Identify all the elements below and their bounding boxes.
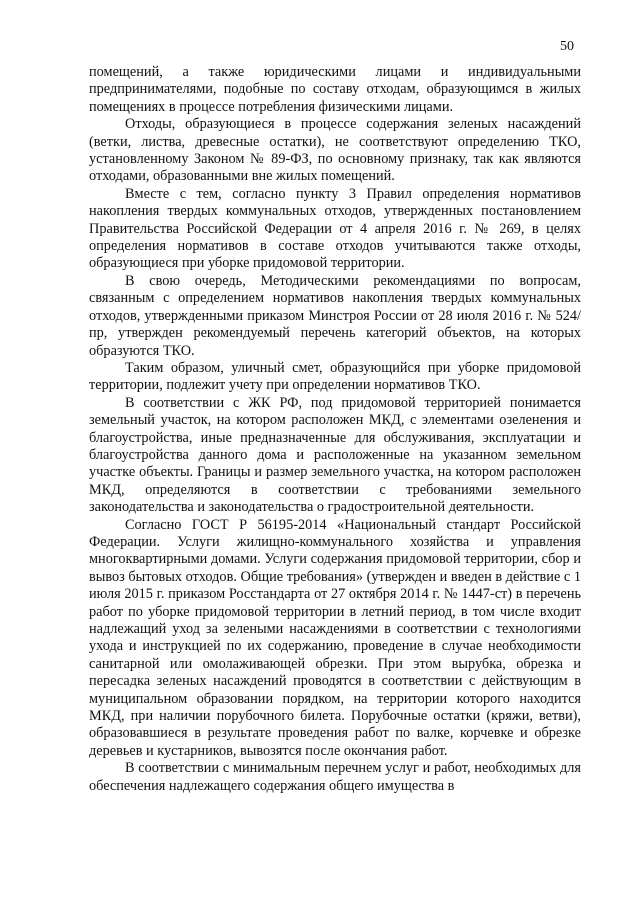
paragraph: В соответствии с минимальным перечнем услуг и работ, необходимых для обеспечения надлежащего содержания общего имущества в (89, 760, 581, 794)
paragraph: Согласно ГОСТ Р 56195-2014 «Национальный стандарт Российской Федерации. Услуги жилищно-коммунального хозяйства и управления многоквартирными домами. Услуги содержания придомовой территории, сбор и вывоз бытовых отходов. Общие требования» (утвержден и введен в действие с 1 июля 2015 г. приказом Росстандарта от 27 октября 2014 г. № 1447-ст) в перечень работ по уборке придомовой территории в летний период, в том числе входит надлежащий уход за зелеными насаждениями в соответствии с технологиями ухода и инструкцией по их содержанию, проведение в случае необходимости санитарной или омолаживающей обрезки. При этом вырубка, обрезка и пересадка зеленых насаждений проводятся в соответствии с действующим в муниципальном образовании порядком, на территории которого находится МКД, при наличии порубочного билета. Порубочные остатки (кряжи, ветви), образовавшиеся в результате проведения работ по валке, корчевке и обрезке деревьев и кустарников, вывозятся после окончания работ. (89, 516, 581, 759)
paragraph: В соответствии с ЖК РФ, под придомовой территорией понимается земельный участок, на котором расположен МКД, с элементами озеленения и благоустройства, иные предназначенные для обслуживания, эксплуатации и благоустройства данного дома и расположенные на указанном земельном участке объекты. Границы и размер земельного участка, на котором расположен МКД, определяются в соответствии с требованиями земельного законодательства и законодательства о градостроительной деятельности. (89, 394, 581, 516)
paragraph: помещений, а также юридическими лицами и индивидуальными предпринимателями, подобные по составу отходам, образующимся в жилых помещениях в процессе потребления физическими лицами. (89, 64, 581, 115)
page-number: 50 (560, 39, 574, 54)
body-text (89, 64, 581, 795)
paragraph: Таким образом, уличный смет, образующийся при уборке придомовой территории, подлежит учету при определении нормативов ТКО. (89, 359, 581, 394)
paragraph: В свою очередь, Методическими рекомендациями по вопросам, связанным с определением нормативов накопления твердых коммунальных отходов, утвержденными приказом Минстроя России от 28 июля 2016 г. № 524/пр, утвержден рекомендуемый перечень категорий объектов, на которых образуются ТКО. (89, 272, 581, 359)
paragraph: Отходы, образующиеся в процессе содержания зеленых насаждений (ветки, листва, древесные остатки), не соответствуют определению ТКО, установленному Законом № 89-ФЗ, по основному признаку, так как являются отходами, образованными вне жилых помещений. (89, 116, 581, 185)
paragraph: Вместе с тем, согласно пункту 3 Правил определения нормативов накопления твердых коммунальных отходов, утвержденных постановлением Правительства Российской Федерации от 4 апреля 2016 г. № 269, в целях определения нормативов в составе отходов учитываются также отходы, образующиеся при уборке придомовой территории. (89, 185, 581, 272)
